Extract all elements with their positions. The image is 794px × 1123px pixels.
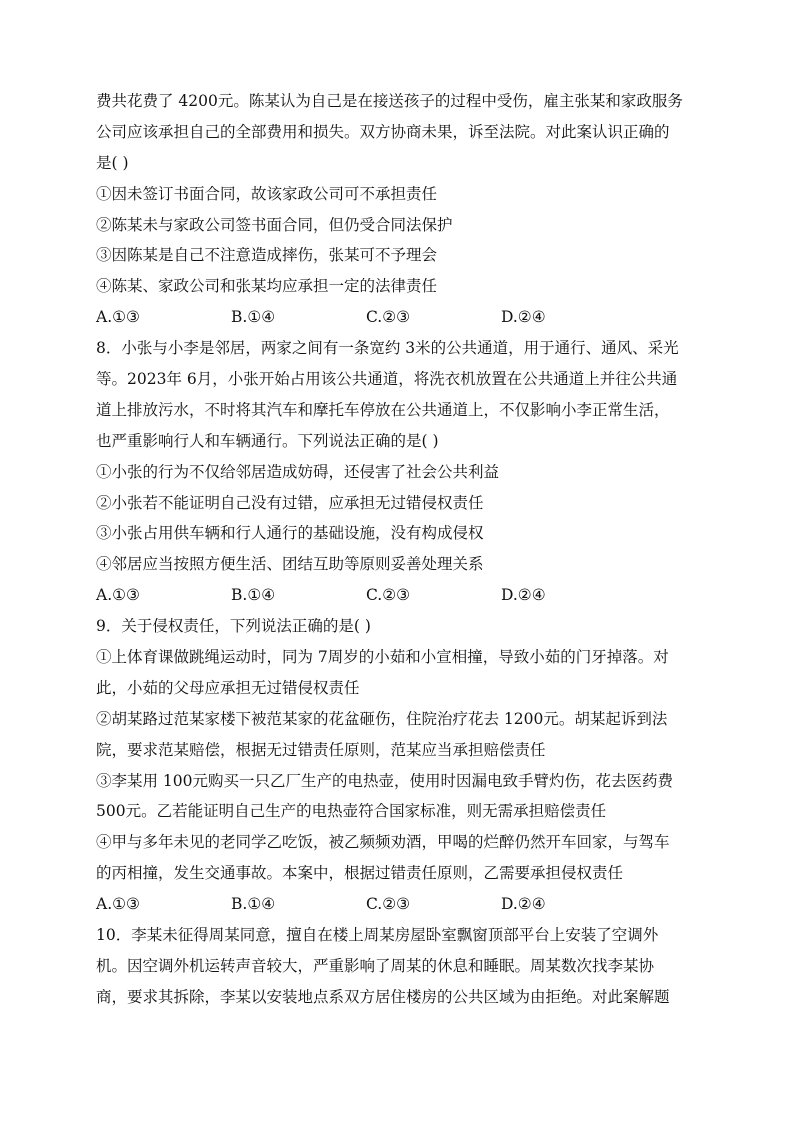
q9-option-a: A.①③ [96,895,140,914]
q10-stem-line: 10．李某未征得周某同意，擅自在楼上周某房屋卧室飘窗顶部平台上安装了空调外 [96,926,659,945]
q7-option-a: A.①③ [96,308,140,327]
q8-option-c: C.②③ [366,586,411,605]
q8-statement: ④邻居应当按照方便生活、团结互助等原则妥善处理关系 [96,555,484,574]
q8-statement: ②小张若不能证明自己没有过错，应承担无过错侵权责任 [96,493,484,512]
q8-statement: ③小张占用供车辆和行人通行的基础设施，没有构成侵权 [96,524,484,543]
q9-statement-line: 500元。乙若能证明自己生产的电热壶符合国家标准，则无需承担赔偿责任 [96,802,607,821]
q9-statement-line: 此，小茹的父母应承担无过错侵权责任 [96,678,360,697]
q8-option-d: D.②④ [501,586,546,605]
q7-statement: ④陈某、家政公司和张某均应承担一定的法律责任 [96,277,438,296]
q7-statement: ①因未签订书面合同，故该家政公司可不承担责任 [96,184,438,203]
q8-statement: ①小张的行为不仅给邻居造成妨碍，还侵害了社会公共利益 [96,462,500,481]
q9-statement-line: ④甲与多年未见的老同学乙吃饭，被乙频频劝酒，甲喝的烂醉仍然开车回家，与驾车 [96,833,670,852]
q8-stem-line: 等。2023年 6月，小张开始占用该公共通道，将洗衣机放置在公共通道上并往公共通 [96,370,678,389]
q8-stem-line: 8．小张与小李是邻居，两家之间有一条宽约 3米的公共通道，用于通行、通风、采光 [96,339,679,358]
q8-options [96,580,700,611]
q7-stem-line: 是( ) [96,153,129,172]
q7-stem-line: 费共花费了 4200元。陈某认为自己是在接送孩子的过程中受伤，雇主张某和家政服务 [96,92,683,110]
q8-stem-line: 也严重影响行人和车辆通行。下列说法正确的是( ) [96,431,439,450]
q7-option-d: D.②④ [501,308,546,327]
document-page [96,86,700,1013]
q7-stem-line: 公司应该承担自己的全部费用和损失。双方协商未果，诉至法院。对此案认识正确的 [96,122,670,141]
q10-stem-line: 商，要求其拆除，李某以安装地点系双方居住楼房的公共区域为由拒绝。对此案解题 [96,987,670,1006]
q7-option-b: B.①④ [231,308,276,327]
q7-options [96,302,700,333]
question-8 [96,333,700,611]
question-9 [96,611,700,920]
q9-statement-line: 的丙相撞，发生交通事故。本案中，根据过错责任原则，乙需要承担侵权责任 [96,864,624,883]
q9-statement-line: 院，要求范某赔偿，根据无过错责任原则，范某应当承担赔偿责任 [96,740,546,759]
q9-statement-line: ③李某用 100元购买一只乙厂生产的电热壶，使用时因漏电致手臂灼伤，花去医药费 [96,771,674,790]
question-7 [96,86,700,333]
q9-option-c: C.②③ [366,895,411,914]
q9-stem-line: 9．关于侵权责任，下列说法正确的是( ) [96,617,371,636]
question-10 [96,920,700,1013]
q7-option-c: C.②③ [366,308,411,327]
q9-statement-line: ②胡某路过范某家楼下被范某家的花盆砸伤，住院治疗花去 1200元。胡某起诉到法 [96,709,668,728]
q8-stem-line: 道上排放污水，不时将其汽车和摩托车停放在公共通道上，不仅影响小李正常生活， [96,400,670,419]
q7-statement: ②陈某未与家政公司签书面合同，但仍受合同法保护 [96,215,453,234]
q9-options [96,889,700,920]
q8-option-a: A.①③ [96,586,140,605]
q9-option-b: B.①④ [231,895,276,914]
q9-option-d: D.②④ [501,895,546,914]
q7-statement: ③因陈某是自己不注意造成摔伤，张某可不予理会 [96,246,438,265]
q10-stem-line: 机。因空调外机运转声音较大，严重影响了周某的休息和睡眠。周某数次找李某协 [96,956,655,975]
q8-option-b: B.①④ [231,586,276,605]
q9-statement-line: ①上体育课做跳绳运动时，同为 7周岁的小茹和小宣相撞，导致小茹的门牙掉落。对 [96,648,669,667]
